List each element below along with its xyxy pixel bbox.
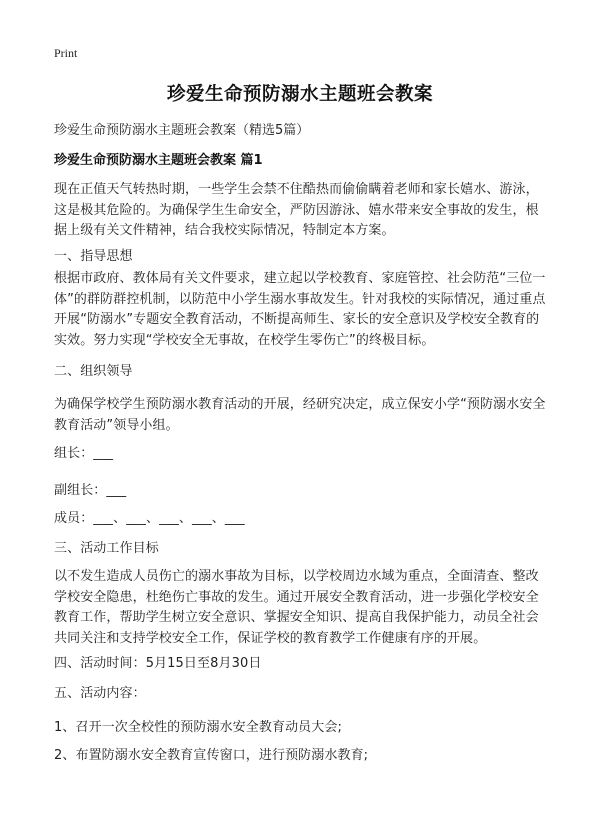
article-heading: 珍爱生命预防溺水主题班会教案 篇1: [54, 153, 263, 168]
section-heading-goals: 三、活动工作目标: [54, 541, 159, 556]
deputy-leader-field: 副组长：___: [54, 483, 127, 498]
organization-paragraph: 为确保学校学生预防溺水教育活动的开展，经研究决定，成立保安小学“预防溺水安全教育活动”领导小组。: [54, 397, 546, 433]
intro-paragraph: 现在正值天气转热时期，一些学生会禁不住酷热而偷偷瞒着老师和家长嬉水、游泳，这是极其危险的。为确保学生生命安全，严防因游泳、嬉水带来安全事故的发生，根据上级有关文件精神，结合我校实际情况，特制定本方案。: [54, 182, 539, 238]
page-title: 珍爱生命预防溺水主题班会教案: [166, 84, 433, 105]
goals-paragraph: 以不发生造成人员伤亡的溺水事故为目标，以学校周边水域为重点，全面清查、整改学校安全隐患，杜绝伤亡事故的发生。通过开展安全教育活动，进一步强化学校安全教育工作，帮助学生树立安全意识、掌握安全知识、提高自我保护能力，动员全社会共同关注和支持学校安全工作，保证学校的教育教学工作健康有序的开展。: [54, 569, 539, 646]
leader-field: 组长：___: [54, 446, 114, 461]
guiding-thought-paragraph: 根据市政府、教体局有关文件要求，建立起以学校教育、家庭管控、社会防范“三位一体”的群防群控机制，以防范中小学生溺水事故发生。针对我校的实际情况，通过重点开展“防溺水”专题安全教育活动，不断提高师生、家长的安全意识及学校安全教育的实效。努力实现“学校安全无事故，在校学生零伤亡”的终极目标。: [54, 271, 546, 348]
activity-item-1: 1、召开一次全校性的预防溺水安全教育动员大会;: [54, 720, 342, 735]
members-field: 成员：___、___、___、___、___: [54, 511, 245, 526]
document-subtitle: 珍爱生命预防溺水主题班会教案（精选5篇）: [54, 123, 310, 138]
print-link[interactable]: Print: [54, 46, 78, 60]
activity-item-2: 2、布置防溺水安全教育宣传窗口，进行预防溺水教育;: [54, 748, 369, 763]
section-heading-organization: 二、组织领导: [54, 364, 133, 379]
section-heading-activity-time: 四、活动时间：5月15日至8月30日: [54, 656, 262, 671]
section-heading-guiding-thought: 一、指导思想: [54, 249, 133, 264]
section-heading-activity-content: 五、活动内容：: [54, 686, 146, 701]
